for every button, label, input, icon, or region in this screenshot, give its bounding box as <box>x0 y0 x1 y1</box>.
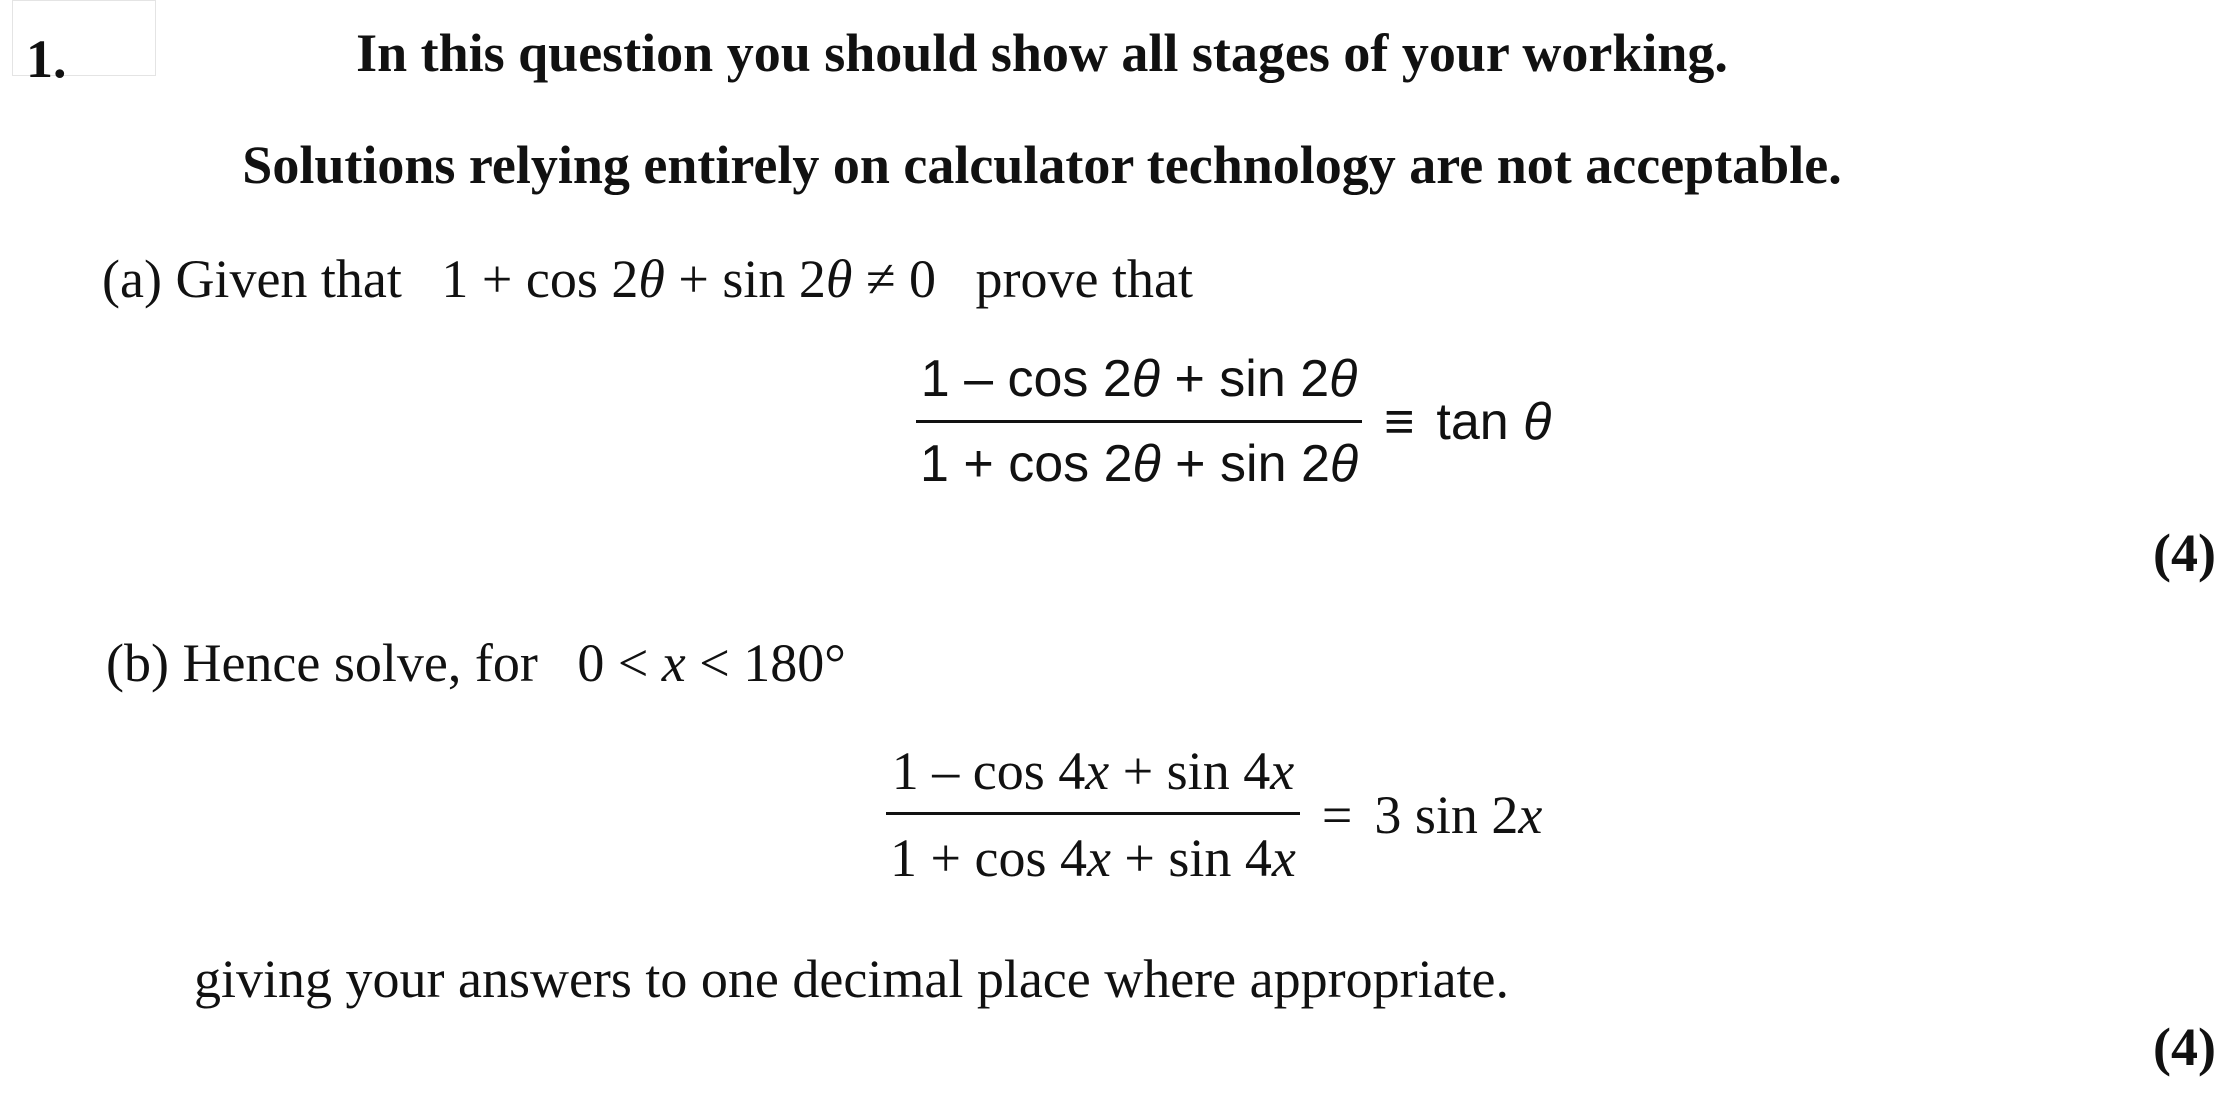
part-b-equation <box>886 740 1542 889</box>
part-a-denominator: 1 + cos 2θ + sin 2θ <box>920 434 1359 493</box>
fraction-bar <box>886 812 1300 815</box>
part-b-rhs: 3 sin 2x <box>1374 784 1543 845</box>
question-number: 1. <box>26 29 67 89</box>
instruction-show-working: In this question you should show all stages of your working. <box>356 23 1728 83</box>
part-b-label: (b) <box>106 633 169 693</box>
part-a-label: (a) <box>102 249 162 309</box>
part-b-statement <box>106 632 846 694</box>
part-a-fraction <box>916 350 1362 495</box>
part-a-statement <box>102 248 1193 310</box>
part-b-instruction: giving your answers to one decimal place where appropriate. <box>194 949 1510 1009</box>
part-a-condition: 1 + cos 2θ + sin 2θ ≠ 0 <box>441 249 937 309</box>
part-b-denominator: 1 + cos 4x + sin 4x <box>890 828 1296 889</box>
part-a-trail: prove that <box>975 249 1193 309</box>
part-a-numerator: 1 – cos 2θ + sin 2θ <box>920 350 1358 408</box>
part-b-relation: = <box>1321 784 1353 845</box>
part-b-fraction <box>886 740 1300 889</box>
part-a-identity <box>916 350 1551 495</box>
part-b-lead: Hence solve, for <box>182 633 538 693</box>
part-b-marks: (4) <box>2153 1017 2216 1077</box>
part-a-relation: ≡ <box>1384 393 1415 452</box>
part-a-rhs: tan θ <box>1436 393 1552 452</box>
part-a-marks: (4) <box>2153 523 2216 583</box>
part-b-range: 0 < x < 180° <box>577 633 846 693</box>
part-a-lead: Given that <box>175 249 402 309</box>
part-b-numerator: 1 – cos 4x + sin 4x <box>891 741 1295 801</box>
instruction-no-calculator: Solutions relying entirely on calculator technology are not acceptable. <box>242 135 1842 195</box>
fraction-bar <box>916 420 1362 423</box>
